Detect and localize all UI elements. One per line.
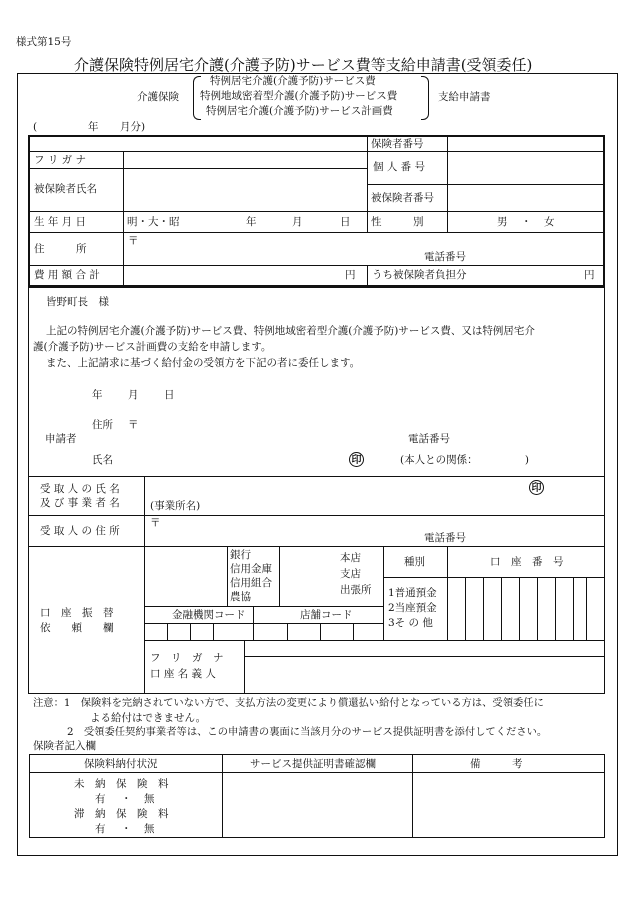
dob-era[interactable]: 明・大・昭 — [127, 216, 180, 228]
rule — [144, 623, 383, 624]
bank-type-shinkumi[interactable]: 信用組合 — [230, 577, 272, 589]
sub-item-3: 特例居宅介護(介護予防)サービス計画費 — [206, 105, 393, 117]
applicant-name-label: 氏名 — [92, 454, 113, 466]
receiver-phone-label: 電話番号 — [424, 532, 466, 544]
insured-number-field[interactable] — [448, 185, 604, 210]
rule — [253, 606, 254, 640]
kind-ordinary[interactable]: 1普通預金 — [388, 587, 437, 599]
rule — [383, 577, 604, 578]
rule — [28, 476, 605, 477]
rule — [604, 287, 605, 693]
form-number: 様式第15号 — [16, 36, 72, 48]
note-1a: 注意：1 保険料を完納されていない方で、支払方法の変更により償還払い給付となっている方は、受領委任に — [33, 697, 544, 709]
certificate-check-field[interactable] — [223, 773, 411, 837]
rule — [28, 546, 605, 547]
kind-other[interactable]: 3そ の 他 — [388, 617, 433, 629]
insured-number-label: 被保険者番号 — [371, 192, 434, 204]
total-cost-yen: 円 — [345, 269, 356, 281]
overdue-yes[interactable]: 有 — [95, 823, 106, 835]
rule — [353, 623, 354, 640]
rule — [367, 265, 368, 287]
institution-code-label: 金融機関コード — [172, 609, 246, 621]
insurer-number-field[interactable] — [448, 137, 604, 150]
applicant-phone-label: 電話番号 — [408, 433, 450, 445]
dob-year: 年 — [246, 216, 257, 228]
insured-name-label: 被保険者氏名 — [34, 183, 97, 195]
furigana-label: フ リ ガ ナ — [34, 154, 87, 166]
receiver-address-field[interactable] — [145, 517, 603, 545]
personal-number-label: 個 人 番 号 — [373, 161, 426, 173]
form-title: 介護保険特例居宅介護(介護予防)サービス費等支給申請書(受領委任) — [74, 56, 533, 74]
sex-male[interactable]: 男 — [497, 216, 508, 228]
insured-name-field[interactable] — [124, 169, 366, 210]
unpaid-no[interactable]: 無 — [144, 793, 155, 805]
period-month: 月分) — [120, 121, 146, 133]
rule — [279, 546, 280, 606]
self-pay-label: うち被保険者負担分 — [372, 269, 467, 281]
rule — [501, 577, 502, 640]
sex-female[interactable]: 女 — [544, 216, 555, 228]
unpaid-premium-label: 未 納 保 険 料 — [74, 778, 169, 790]
note-1b: よる給付はできません。 — [90, 712, 207, 724]
paragraph-1a: 上記の特例居宅介護(介護予防)サービス費、特例地域密着型介護(介護予防)サービス費、又は特例居宅介 — [46, 325, 535, 337]
relation-label: (本人との関係： ) — [400, 454, 529, 466]
kind-current[interactable]: 2当座預金 — [388, 602, 437, 614]
certificate-check-header: サービス提供証明書確認欄 — [250, 758, 376, 770]
rule — [320, 623, 321, 640]
rule — [555, 577, 556, 640]
note-2: 2 受領委任契約事業者等は、この申請書の裏面に当該月分のサービス提供証明書を添付してください。 — [67, 726, 548, 738]
holder-furigana-label: フ リ ガ ナ — [150, 652, 224, 664]
payment-status-header: 保険料納付状況 — [84, 758, 158, 770]
address-field[interactable] — [124, 233, 604, 264]
period-year: 年 — [88, 121, 99, 133]
overdue-premium-label: 滞 納 保 険 料 — [74, 808, 169, 820]
bank-type-shinkin[interactable]: 信用金庫 — [230, 563, 272, 575]
sex-dot: ・ — [521, 216, 532, 228]
branch-code-label: 店舗コード — [300, 609, 353, 621]
receiver-postal-mark: 〒 — [150, 517, 161, 529]
rule — [213, 623, 214, 640]
holder-name-label: 口 座 名 義 人 — [150, 668, 216, 680]
total-cost-label: 費 用 額 合 計 — [34, 269, 100, 281]
bank-label-2: 依 頼 欄 — [40, 622, 114, 634]
date-month: 月 — [128, 389, 139, 401]
sub-prefix: 介護保険 — [137, 91, 179, 103]
remarks-field[interactable] — [413, 773, 604, 837]
paragraph-1b: 護(介護予防)サービス計画費の支給を申請します。 — [33, 341, 272, 353]
rule — [573, 577, 574, 640]
self-pay-yen: 円 — [584, 269, 595, 281]
addressee: 皆野町長 様 — [46, 296, 109, 308]
account-number-label: 口 座 番 号 — [490, 556, 564, 568]
rule — [28, 287, 29, 693]
bank-label-1: 口 座 振 替 — [40, 607, 114, 619]
dob-label: 生 年 月 日 — [34, 216, 87, 228]
branch-office[interactable]: 出張所 — [340, 584, 372, 596]
bank-type-bank[interactable]: 銀行 — [230, 549, 251, 561]
furigana-field[interactable] — [124, 152, 366, 167]
date-year: 年 — [92, 389, 103, 401]
phone-label: 電話番号 — [424, 251, 466, 263]
rule — [367, 135, 368, 232]
receiver-address-label: 受 取 人 の 住 所 — [40, 525, 120, 537]
rule — [190, 623, 191, 640]
rule — [28, 693, 605, 694]
rule — [287, 623, 288, 640]
paragraph-2: また、上記請求に基づく給付金の受領方を下記の者に委任します。 — [46, 357, 361, 369]
date-day: 日 — [164, 389, 175, 401]
receiver-name-field[interactable] — [145, 478, 525, 514]
dob-day: 日 — [340, 216, 351, 228]
holder-furigana-field[interactable] — [245, 641, 603, 655]
rule — [227, 546, 228, 606]
rule — [483, 577, 484, 640]
office-name-label: (事業所名) — [150, 500, 201, 512]
applicant-seal-mark: 印 — [349, 452, 364, 467]
applicant-postal-mark: 〒 — [128, 419, 139, 431]
address-label: 住 所 — [34, 243, 87, 255]
rule — [28, 265, 605, 266]
rule — [28, 211, 605, 212]
period-open: ( — [33, 121, 38, 133]
sub-suffix: 支給申請書 — [438, 91, 491, 103]
postal-mark: 〒 — [128, 235, 139, 247]
sub-item-2: 特例地域密着型介護(介護予防)サービス費 — [200, 90, 398, 102]
branch-sub[interactable]: 支店 — [340, 568, 361, 580]
rule — [447, 546, 448, 640]
branch-main[interactable]: 本店 — [340, 552, 361, 564]
rule — [537, 577, 538, 640]
rule — [383, 546, 384, 640]
rule — [167, 623, 168, 640]
right-bracket — [421, 76, 429, 120]
receiver-seal-mark: 印 — [529, 480, 544, 495]
rule — [465, 577, 466, 640]
unpaid-yes[interactable]: 有 — [95, 793, 106, 805]
rule — [519, 577, 520, 640]
receiver-name-label-2: 及 び 事 業 者 名 — [40, 497, 120, 509]
insurer-section-title: 保険者記入欄 — [33, 740, 96, 752]
rule — [28, 515, 605, 516]
dob-month: 月 — [292, 216, 303, 228]
sex-label: 性 別 — [371, 216, 424, 228]
receiver-name-label-1: 受 取 人 の 氏 名 — [40, 483, 120, 495]
overdue-no[interactable]: 無 — [144, 823, 155, 835]
account-kind-label: 種別 — [404, 556, 425, 568]
overdue-dot: ・ — [121, 823, 132, 835]
unpaid-dot: ・ — [121, 793, 132, 805]
bank-type-nokyo[interactable]: 農協 — [230, 591, 251, 603]
personal-number-field[interactable] — [448, 152, 604, 183]
applicant-address-label: 住所 — [92, 419, 113, 431]
rule — [144, 606, 383, 607]
remarks-header: 備 考 — [470, 758, 523, 770]
insurer-number-label: 保険者番号 — [371, 138, 424, 150]
holder-name-field[interactable] — [245, 657, 603, 692]
rule — [586, 577, 587, 640]
applicant-label: 申請者 — [45, 433, 77, 445]
rule — [28, 287, 605, 288]
sub-item-1: 特例居宅介護(介護予防)サービス費 — [210, 75, 376, 87]
